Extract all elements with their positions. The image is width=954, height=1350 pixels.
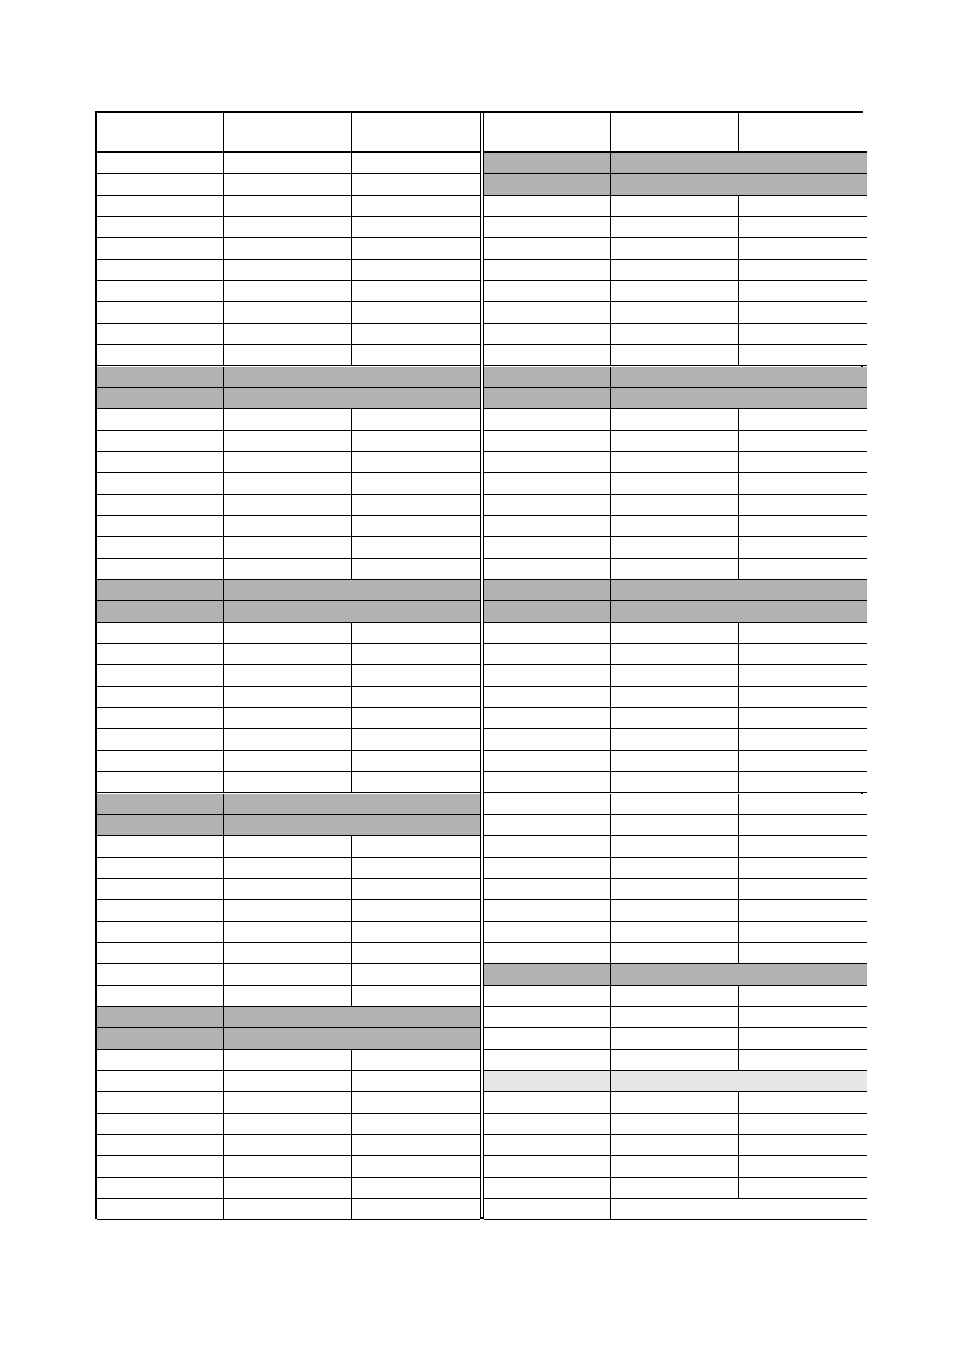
right-data-cell[interactable] [739, 1007, 867, 1028]
right-data-cell[interactable] [611, 1028, 739, 1049]
right-group-label-cell[interactable] [484, 153, 611, 174]
right-data-cell[interactable] [611, 772, 739, 793]
right-data-cell[interactable] [611, 815, 739, 836]
left-data-cell[interactable] [97, 495, 224, 516]
right-data-cell[interactable] [484, 858, 611, 879]
left-data-cell[interactable] [224, 153, 352, 174]
left-data-cell[interactable] [97, 900, 224, 921]
right-data-cell[interactable] [484, 196, 611, 217]
left-data-cell[interactable] [97, 1156, 224, 1177]
left-data-cell[interactable] [224, 238, 352, 259]
right-data-cell[interactable] [611, 708, 739, 729]
right-data-cell[interactable] [611, 1114, 739, 1135]
left-data-cell[interactable] [97, 174, 224, 195]
left-group-merged-cell[interactable] [224, 580, 480, 601]
right-group-merged-cell[interactable] [611, 367, 867, 388]
left-data-cell[interactable] [352, 623, 480, 644]
left-data-cell[interactable] [97, 1178, 224, 1199]
left-data-cell[interactable] [97, 217, 224, 238]
left-data-cell[interactable] [352, 1114, 480, 1135]
right-data-cell[interactable] [611, 559, 739, 580]
right-data-cell[interactable] [739, 644, 867, 665]
right-data-cell[interactable] [739, 687, 867, 708]
left-data-cell[interactable] [352, 452, 480, 473]
right-header-cell [739, 113, 867, 153]
right-data-cell[interactable] [739, 986, 867, 1007]
left-data-cell[interactable] [352, 772, 480, 793]
right-data-cell[interactable] [739, 1156, 867, 1177]
right-data-cell[interactable] [611, 623, 739, 644]
left-data-cell[interactable] [352, 174, 480, 195]
right-header-cell [484, 113, 611, 153]
left-data-cell[interactable] [224, 324, 352, 345]
right-data-cell[interactable] [739, 196, 867, 217]
right-group-merged-cell[interactable] [611, 964, 867, 985]
right-data-cell[interactable] [739, 238, 867, 259]
left-data-cell[interactable] [224, 409, 352, 430]
right-group-merged-cell[interactable] [611, 1071, 867, 1092]
right-data-cell[interactable] [611, 1007, 739, 1028]
left-data-cell[interactable] [97, 431, 224, 452]
left-group-label-cell[interactable] [97, 1028, 224, 1049]
left-data-cell[interactable] [97, 687, 224, 708]
left-data-cell[interactable] [97, 537, 224, 558]
left-data-cell[interactable] [224, 495, 352, 516]
right-group-label-cell[interactable] [484, 1199, 611, 1220]
right-data-cell[interactable] [739, 1028, 867, 1049]
right-group-merged-cell[interactable] [611, 1199, 867, 1220]
left-data-cell[interactable] [97, 238, 224, 259]
left-data-cell[interactable] [224, 217, 352, 238]
right-data-cell[interactable] [739, 516, 867, 537]
left-data-cell[interactable] [352, 196, 480, 217]
left-data-cell[interactable] [224, 687, 352, 708]
right-data-cell[interactable] [739, 537, 867, 558]
right-data-cell[interactable] [739, 559, 867, 580]
left-data-cell[interactable] [224, 345, 352, 366]
right-data-cell[interactable] [739, 836, 867, 857]
left-data-cell[interactable] [224, 900, 352, 921]
left-data-cell[interactable] [352, 729, 480, 750]
right-data-cell[interactable] [611, 665, 739, 686]
right-data-cell[interactable] [611, 879, 739, 900]
right-data-cell[interactable] [484, 943, 611, 964]
left-data-cell[interactable] [352, 1071, 480, 1092]
left-data-cell[interactable] [97, 879, 224, 900]
left-group-merged-cell[interactable] [224, 1028, 480, 1049]
right-group-label-cell[interactable] [484, 601, 611, 622]
left-group-merged-cell[interactable] [224, 367, 480, 388]
left-data-cell[interactable] [224, 879, 352, 900]
left-group-merged-cell[interactable] [224, 1007, 480, 1028]
right-data-cell[interactable] [739, 281, 867, 302]
left-data-cell[interactable] [352, 1178, 480, 1199]
right-data-cell[interactable] [611, 794, 739, 815]
right-data-cell[interactable] [739, 345, 867, 366]
left-data-cell[interactable] [352, 495, 480, 516]
left-data-cell[interactable] [352, 345, 480, 366]
left-group-merged-cell[interactable] [224, 794, 480, 815]
right-data-cell[interactable] [484, 1028, 611, 1049]
left-data-cell[interactable] [97, 772, 224, 793]
left-data-cell[interactable] [97, 665, 224, 686]
right-data-cell[interactable] [739, 1178, 867, 1199]
left-data-cell[interactable] [224, 196, 352, 217]
left-data-cell[interactable] [352, 302, 480, 323]
right-data-cell[interactable] [484, 217, 611, 238]
right-group-label-cell[interactable] [484, 388, 611, 409]
left-group-label-cell[interactable] [97, 367, 224, 388]
right-data-cell[interactable] [611, 858, 739, 879]
right-data-cell[interactable] [484, 836, 611, 857]
right-data-cell[interactable] [611, 729, 739, 750]
right-data-cell[interactable] [739, 260, 867, 281]
left-data-cell[interactable] [97, 516, 224, 537]
left-data-cell[interactable] [97, 729, 224, 750]
left-data-cell[interactable] [97, 836, 224, 857]
right-data-cell[interactable] [739, 452, 867, 473]
left-data-cell[interactable] [224, 302, 352, 323]
right-data-cell[interactable] [484, 772, 611, 793]
right-data-cell[interactable] [739, 1092, 867, 1113]
left-data-cell[interactable] [224, 260, 352, 281]
left-data-cell[interactable] [97, 964, 224, 985]
right-data-cell[interactable] [739, 1050, 867, 1071]
left-data-cell[interactable] [97, 302, 224, 323]
left-data-cell[interactable] [97, 1071, 224, 1092]
right-data-cell[interactable] [484, 238, 611, 259]
right-group-merged-cell[interactable] [611, 174, 867, 195]
left-data-cell[interactable] [224, 452, 352, 473]
right-data-cell[interactable] [484, 495, 611, 516]
left-group-merged-cell[interactable] [224, 815, 480, 836]
right-data-cell[interactable] [484, 729, 611, 750]
right-data-cell[interactable] [484, 1050, 611, 1071]
column-divider-double-line [480, 113, 484, 1217]
left-data-cell[interactable] [224, 922, 352, 943]
left-group-merged-cell[interactable] [224, 601, 480, 622]
left-data-cell[interactable] [224, 729, 352, 750]
right-data-cell[interactable] [739, 708, 867, 729]
left-data-cell[interactable] [97, 858, 224, 879]
left-data-cell[interactable] [352, 879, 480, 900]
right-data-cell[interactable] [484, 644, 611, 665]
left-data-cell[interactable] [224, 1199, 352, 1220]
left-header-cell [97, 113, 224, 153]
left-data-cell[interactable] [352, 644, 480, 665]
left-data-cell[interactable] [352, 751, 480, 772]
right-data-cell[interactable] [739, 665, 867, 686]
left-data-cell[interactable] [97, 452, 224, 473]
right-data-cell[interactable] [484, 986, 611, 1007]
left-data-cell[interactable] [224, 1156, 352, 1177]
right-data-cell[interactable] [611, 900, 739, 921]
left-data-cell[interactable] [352, 537, 480, 558]
right-data-cell[interactable] [611, 687, 739, 708]
right-data-cell[interactable] [484, 922, 611, 943]
right-data-cell[interactable] [611, 324, 739, 345]
left-group-label-cell[interactable] [97, 794, 224, 815]
left-data-cell[interactable] [97, 623, 224, 644]
right-data-cell[interactable] [611, 1092, 739, 1113]
right-data-cell[interactable] [484, 516, 611, 537]
right-data-cell[interactable] [611, 516, 739, 537]
right-data-cell[interactable] [484, 815, 611, 836]
right-data-cell[interactable] [484, 1114, 611, 1135]
right-data-cell[interactable] [739, 473, 867, 494]
left-data-cell[interactable] [97, 943, 224, 964]
left-data-cell[interactable] [97, 708, 224, 729]
right-data-cell[interactable] [739, 324, 867, 345]
left-data-cell[interactable] [97, 1199, 224, 1220]
right-group-merged-cell[interactable] [611, 153, 867, 174]
left-data-cell[interactable] [224, 537, 352, 558]
left-data-cell[interactable] [352, 665, 480, 686]
right-data-cell[interactable] [611, 644, 739, 665]
left-data-cell[interactable] [224, 559, 352, 580]
left-data-cell[interactable] [352, 922, 480, 943]
right-data-cell[interactable] [739, 794, 867, 815]
right-group-label-cell[interactable] [484, 1071, 611, 1092]
right-group-label-cell[interactable] [484, 964, 611, 985]
left-data-cell[interactable] [224, 174, 352, 195]
right-data-cell[interactable] [611, 1156, 739, 1177]
right-data-cell[interactable] [484, 879, 611, 900]
right-data-cell[interactable] [484, 559, 611, 580]
left-data-cell[interactable] [224, 836, 352, 857]
right-group-merged-cell[interactable] [611, 580, 867, 601]
spreadsheet-grid [95, 111, 863, 1219]
right-data-cell[interactable] [484, 751, 611, 772]
right-data-cell[interactable] [484, 431, 611, 452]
left-data-cell[interactable] [352, 1199, 480, 1220]
left-data-cell[interactable] [352, 431, 480, 452]
left-data-cell[interactable] [97, 1092, 224, 1113]
right-data-cell[interactable] [739, 409, 867, 430]
left-data-cell[interactable] [97, 559, 224, 580]
right-data-cell[interactable] [739, 431, 867, 452]
right-data-cell[interactable] [739, 729, 867, 750]
right-data-cell[interactable] [611, 495, 739, 516]
left-data-cell[interactable] [224, 516, 352, 537]
right-data-cell[interactable] [739, 623, 867, 644]
left-group-label-cell[interactable] [97, 388, 224, 409]
right-data-cell[interactable] [611, 345, 739, 366]
right-data-cell[interactable] [611, 751, 739, 772]
left-group-label-cell[interactable] [97, 580, 224, 601]
left-header-cell [352, 113, 480, 153]
left-data-cell[interactable] [352, 687, 480, 708]
left-data-cell[interactable] [352, 836, 480, 857]
right-data-cell[interactable] [739, 943, 867, 964]
right-data-cell[interactable] [484, 452, 611, 473]
left-data-cell[interactable] [224, 1178, 352, 1199]
left-data-cell[interactable] [97, 473, 224, 494]
right-data-cell[interactable] [484, 900, 611, 921]
left-data-cell[interactable] [224, 431, 352, 452]
right-data-cell[interactable] [484, 794, 611, 815]
right-data-cell[interactable] [484, 708, 611, 729]
left-data-cell[interactable] [97, 345, 224, 366]
right-data-cell[interactable] [739, 1114, 867, 1135]
left-data-cell[interactable] [224, 1050, 352, 1071]
left-data-cell[interactable] [97, 1114, 224, 1135]
right-data-cell[interactable] [484, 537, 611, 558]
left-data-cell[interactable] [224, 281, 352, 302]
left-data-cell[interactable] [352, 260, 480, 281]
right-data-cell[interactable] [611, 537, 739, 558]
left-data-cell[interactable] [352, 153, 480, 174]
right-data-cell[interactable] [739, 815, 867, 836]
left-data-cell[interactable] [224, 1071, 352, 1092]
right-data-cell[interactable] [739, 900, 867, 921]
left-data-cell[interactable] [97, 409, 224, 430]
left-data-cell[interactable] [352, 986, 480, 1007]
left-data-cell[interactable] [224, 665, 352, 686]
left-data-cell[interactable] [224, 1092, 352, 1113]
left-data-cell[interactable] [97, 922, 224, 943]
left-data-cell[interactable] [224, 751, 352, 772]
right-data-cell[interactable] [611, 922, 739, 943]
right-data-cell[interactable] [484, 324, 611, 345]
left-header-cell [224, 113, 352, 153]
right-group-label-cell[interactable] [484, 174, 611, 195]
right-group-label-cell[interactable] [484, 580, 611, 601]
left-data-cell[interactable] [352, 708, 480, 729]
right-data-cell[interactable] [611, 1135, 739, 1156]
left-data-cell[interactable] [224, 964, 352, 985]
right-data-cell[interactable] [484, 1092, 611, 1113]
right-group-merged-cell[interactable] [611, 601, 867, 622]
left-data-cell[interactable] [224, 644, 352, 665]
right-data-cell[interactable] [611, 302, 739, 323]
right-data-cell[interactable] [484, 1007, 611, 1028]
left-data-cell[interactable] [97, 1135, 224, 1156]
left-data-cell[interactable] [352, 217, 480, 238]
right-data-cell[interactable] [739, 858, 867, 879]
left-data-cell[interactable] [352, 473, 480, 494]
right-group-label-cell[interactable] [484, 367, 611, 388]
left-data-cell[interactable] [224, 708, 352, 729]
right-data-cell[interactable] [484, 1135, 611, 1156]
left-data-cell[interactable] [352, 409, 480, 430]
left-group-merged-cell[interactable] [224, 388, 480, 409]
right-data-cell[interactable] [611, 431, 739, 452]
left-data-cell[interactable] [97, 751, 224, 772]
left-data-cell[interactable] [352, 900, 480, 921]
right-group-merged-cell[interactable] [611, 388, 867, 409]
right-data-cell[interactable] [739, 1135, 867, 1156]
right-data-cell[interactable] [611, 409, 739, 430]
left-data-cell[interactable] [224, 473, 352, 494]
right-data-cell[interactable] [484, 473, 611, 494]
right-data-cell[interactable] [611, 260, 739, 281]
left-data-cell[interactable] [97, 281, 224, 302]
right-data-cell[interactable] [611, 217, 739, 238]
left-data-cell[interactable] [97, 1050, 224, 1071]
right-data-cell[interactable] [484, 281, 611, 302]
right-data-cell[interactable] [484, 687, 611, 708]
right-data-cell[interactable] [484, 260, 611, 281]
left-data-cell[interactable] [224, 986, 352, 1007]
left-data-cell[interactable] [224, 1114, 352, 1135]
right-data-cell[interactable] [739, 751, 867, 772]
left-data-cell[interactable] [352, 858, 480, 879]
left-group-label-cell[interactable] [97, 815, 224, 836]
right-data-cell[interactable] [484, 1156, 611, 1177]
left-data-cell[interactable] [97, 153, 224, 174]
left-data-cell[interactable] [352, 559, 480, 580]
right-data-cell[interactable] [611, 1050, 739, 1071]
left-data-cell[interactable] [352, 516, 480, 537]
right-data-cell[interactable] [484, 409, 611, 430]
right-data-cell[interactable] [484, 623, 611, 644]
left-data-cell[interactable] [224, 623, 352, 644]
left-data-cell[interactable] [352, 943, 480, 964]
right-data-cell[interactable] [611, 281, 739, 302]
right-data-cell[interactable] [611, 836, 739, 857]
left-data-cell[interactable] [352, 964, 480, 985]
right-data-cell[interactable] [739, 217, 867, 238]
right-data-cell[interactable] [484, 345, 611, 366]
right-data-cell[interactable] [739, 772, 867, 793]
left-data-cell[interactable] [224, 1135, 352, 1156]
left-data-cell[interactable] [352, 1135, 480, 1156]
right-data-cell[interactable] [484, 665, 611, 686]
left-data-cell[interactable] [352, 324, 480, 345]
left-data-cell[interactable] [97, 260, 224, 281]
right-data-cell[interactable] [484, 302, 611, 323]
left-group-label-cell[interactable] [97, 1007, 224, 1028]
left-data-cell[interactable] [352, 1092, 480, 1113]
left-data-cell[interactable] [352, 281, 480, 302]
right-data-cell[interactable] [611, 986, 739, 1007]
right-data-cell[interactable] [739, 879, 867, 900]
right-data-cell[interactable] [739, 302, 867, 323]
left-data-cell[interactable] [97, 324, 224, 345]
left-data-cell[interactable] [224, 943, 352, 964]
right-data-cell[interactable] [739, 922, 867, 943]
right-header-cell [611, 113, 739, 153]
left-data-cell[interactable] [97, 644, 224, 665]
left-data-cell[interactable] [97, 196, 224, 217]
right-data-cell[interactable] [611, 943, 739, 964]
left-data-cell[interactable] [352, 1156, 480, 1177]
right-data-cell[interactable] [739, 495, 867, 516]
right-data-cell[interactable] [611, 196, 739, 217]
left-data-cell[interactable] [224, 772, 352, 793]
left-data-cell[interactable] [352, 1050, 480, 1071]
right-data-cell[interactable] [611, 473, 739, 494]
left-group-label-cell[interactable] [97, 601, 224, 622]
left-data-cell[interactable] [224, 858, 352, 879]
right-data-cell[interactable] [611, 452, 739, 473]
right-data-cell[interactable] [484, 1178, 611, 1199]
left-data-cell[interactable] [352, 238, 480, 259]
right-data-cell[interactable] [611, 238, 739, 259]
left-data-cell[interactable] [97, 986, 224, 1007]
right-data-cell[interactable] [611, 1178, 739, 1199]
